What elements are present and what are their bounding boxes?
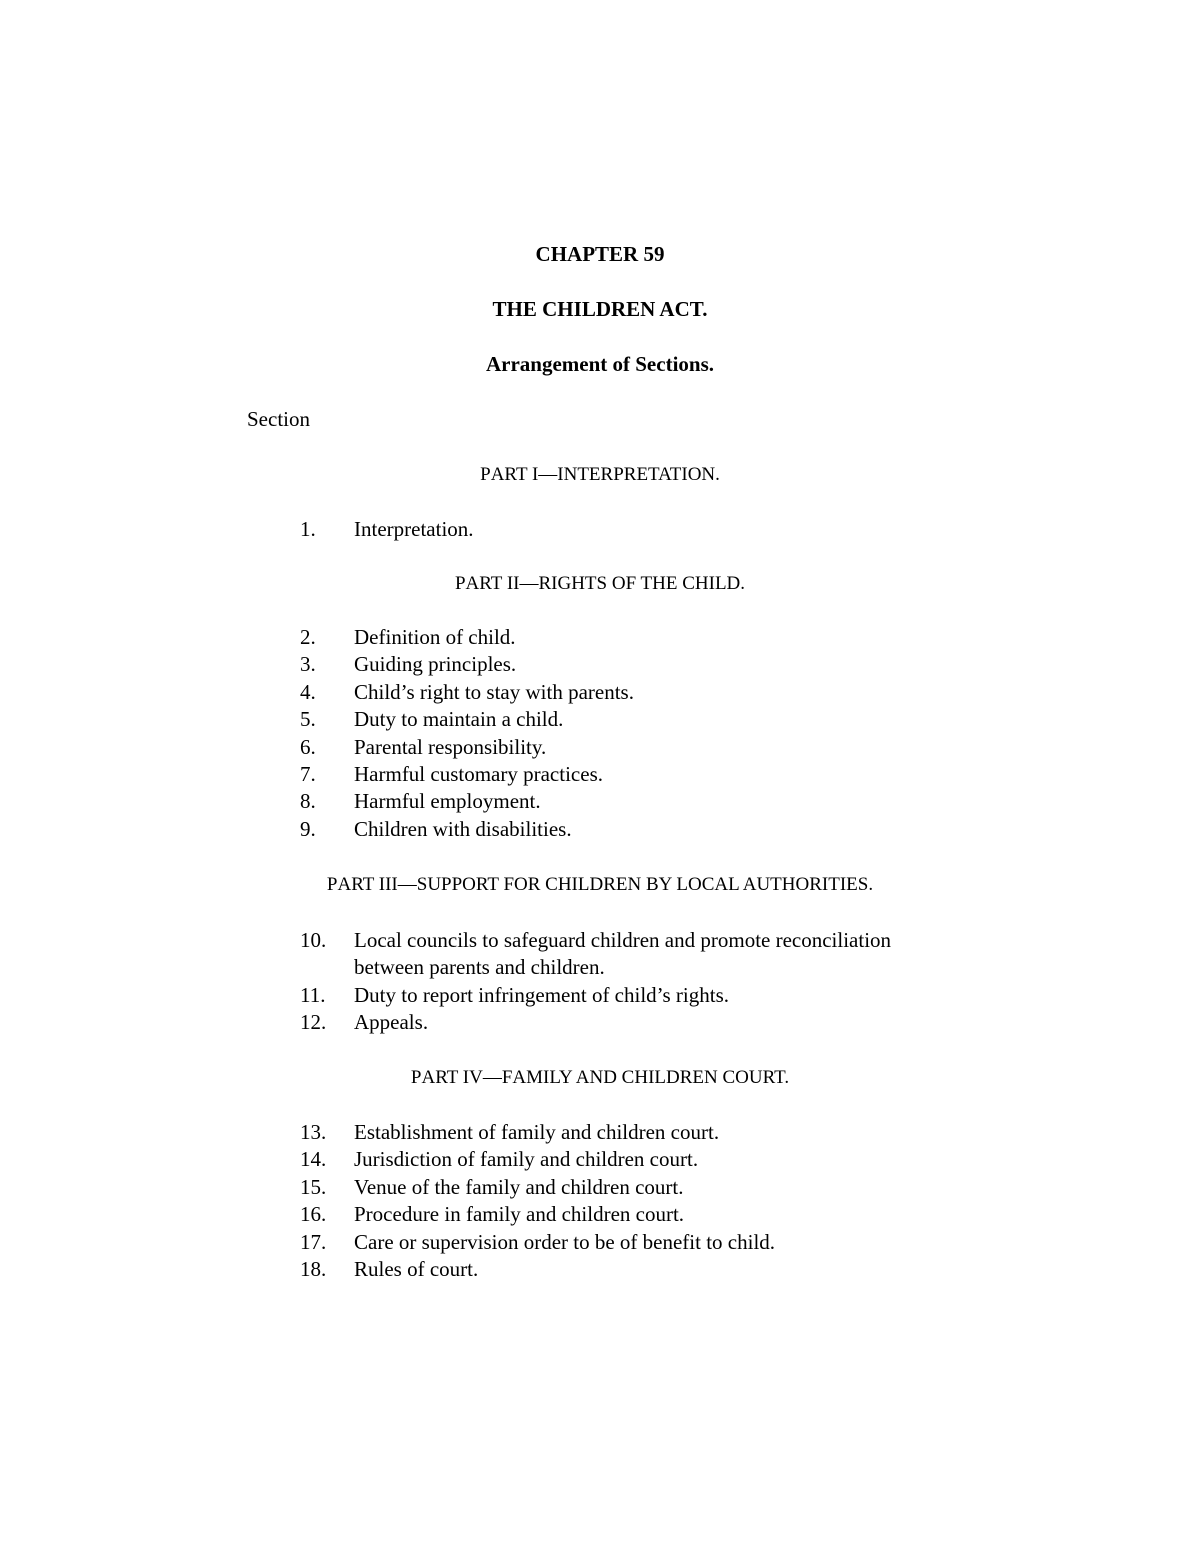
list-item [0,788,1200,815]
section-number: 13. [300,1120,327,1144]
part-prefix: P [326,874,338,895]
section-number: 15. [300,1174,327,1199]
list-item [0,679,1200,706]
section-title: Establishment of family and children court. [354,1120,720,1144]
act-title: THE CHILDREN ACT. [492,297,708,321]
section-number: 9. [300,816,316,841]
part-prefix-rest: ART II— [465,573,539,594]
list-item [0,1009,1200,1036]
section-title: Rules of court. [354,1257,479,1282]
section-title: Venue of the family and children court. [354,1174,684,1199]
section-number: 2. [300,625,316,649]
section-title: Jurisdiction of family and children court. [354,1147,699,1172]
section-title: Procedure in family and children court. [354,1202,685,1227]
section-number: 12. [300,1010,327,1035]
section-title: Duty to maintain a child. [354,707,564,732]
part-prefix: P [410,1067,422,1088]
part-name-rest: NTERPRETATION. [563,464,720,485]
part-heading-2 [0,571,1200,597]
section-number: 16. [300,1202,327,1227]
arrangement-subtitle: Arrangement of Sections. [485,352,715,376]
section-number: 5. [300,707,316,732]
section-number: 7. [300,762,316,787]
section-number: 3. [300,652,316,677]
section-number: 10. [300,928,327,952]
list-item [0,1174,1200,1201]
part-name-rest: IGHTS OF THE CHILD. [551,573,746,594]
section-title: Guiding principles. [354,652,517,677]
section-title: Harmful customary practices. [354,762,603,787]
part-3-entries [0,927,1200,1037]
part-name-rest: UPPORT FOR CHILDREN BY LOCAL AUTHORITIES. [427,874,874,895]
section-number: 18. [300,1257,327,1282]
section-title: Children with disabilities. [354,816,572,841]
part-prefix: P [454,573,466,594]
section-title: Local councils to safeguard children and promote reconciliation between parents and children. [354,928,892,980]
part-heading-1 [0,462,1200,488]
part-prefix-rest: ART I— [490,464,558,485]
part-1-entries [0,516,1200,543]
section-title: Duty to report infringement of child’s rights. [354,982,730,1007]
list-item [0,1201,1200,1228]
list-item [0,516,1200,543]
section-title: Care or supervision order to be of benefit to child. [354,1229,776,1254]
part-name-initial: I [557,464,564,485]
section-title: Interpretation. [354,517,474,541]
list-item [0,1229,1200,1256]
section-title: Parental responsibility. [354,734,547,759]
part-name-initial: F [501,1067,513,1088]
section-title: Child’s right to stay with parents. [354,679,634,704]
part-heading-4 [0,1065,1200,1091]
chapter-heading: CHAPTER 59 [535,242,665,266]
part-prefix-rest: ART III— [337,874,417,895]
list-item [0,927,1200,982]
section-number: 8. [300,789,316,814]
part-name-initial: S [416,874,428,895]
section-number: 4. [300,679,316,704]
list-item [0,1256,1200,1283]
list-item [0,624,1200,651]
section-number: 6. [300,734,316,759]
list-item [0,651,1200,678]
part-heading-3 [0,872,1200,898]
section-number: 17. [300,1229,327,1254]
list-item [0,1146,1200,1173]
part-2-entries [0,624,1200,843]
section-number: 11. [300,982,326,1007]
list-item [0,816,1200,843]
part-name-rest: AMILY AND CHILDREN COURT. [512,1067,790,1088]
list-item [0,1119,1200,1146]
section-title: Definition of child. [354,625,516,649]
list-item [0,761,1200,788]
section-title: Harmful employment. [354,789,541,814]
part-prefix-rest: ART IV— [421,1067,502,1088]
part-name-initial: R [538,573,552,594]
section-number: 14. [300,1147,327,1172]
section-number: 1. [300,517,316,541]
part-prefix: P [480,464,491,485]
part-4-entries [0,1119,1200,1283]
list-item [0,734,1200,761]
section-column-label: Section [247,407,310,431]
list-item [0,982,1200,1009]
list-item [0,706,1200,733]
section-title: Appeals. [354,1010,429,1035]
